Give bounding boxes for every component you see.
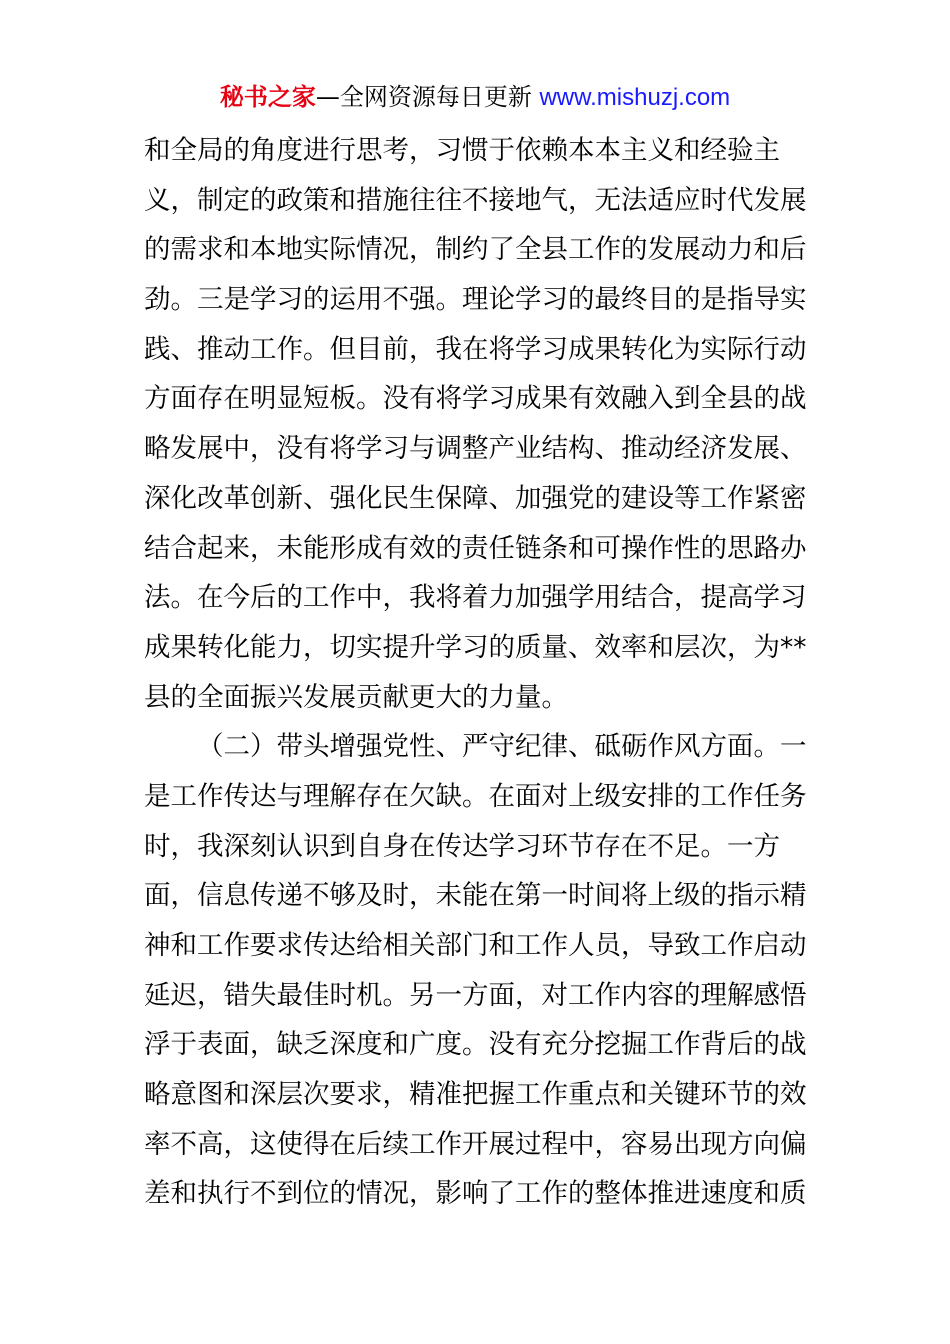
- text-line: 县的全面振兴发展贡献更大的力量。: [144, 681, 568, 713]
- text-line: 神和工作要求传达给相关部门和工作人员，导致工作启动: [144, 930, 807, 961]
- site-header: [0, 80, 950, 115]
- text-line: 和全局的角度进行思考，习惯于依赖本本主义和经验主: [144, 135, 780, 166]
- text-line: 略意图和深层次要求，精准把握工作重点和关键环节的效: [144, 1079, 807, 1111]
- text-line: 时，我深刻认识到自身在传达学习环节存在不足。一方: [144, 830, 780, 862]
- text-line: 差和执行不到位的情况，影响了工作的整体推进速度和质: [144, 1178, 807, 1210]
- text-line: 延迟，错失最佳时机。另一方面，对工作内容的理解感悟: [144, 979, 807, 1011]
- text-line: 略发展中，没有将学习与调整产业结构、推动经济发展、: [144, 433, 807, 465]
- text-line: 劲。三是学习的运用不强。理论学习的最终目的是指导实: [144, 284, 807, 316]
- text-line: 结合起来，未能形成有效的责任链条和可操作性的思路办: [144, 532, 807, 564]
- text-line: 成果转化能力，切实提升学习的质量、效率和层次，为**: [144, 631, 807, 663]
- text-line: 义，制定的政策和措施往往不接地气，无法适应时代发展: [144, 184, 807, 216]
- text-line: 率不高，这使得在后续工作开展过程中，容易出现方向偏: [144, 1128, 807, 1160]
- text-line: 的需求和本地实际情况，制约了全县工作的发展动力和后: [144, 234, 807, 266]
- text-line: 方面存在明显短板。没有将学习成果有效融入到全县的战: [144, 383, 807, 415]
- text-line: 是工作传达与理解存在欠缺。在面对上级安排的工作任务: [144, 780, 807, 812]
- text-line: 面，信息传递不够及时，未能在第一时间将上级的指示精: [144, 880, 807, 912]
- brand-name: 秘书之家: [219, 83, 316, 111]
- document-body: [144, 126, 809, 1219]
- tagline: —全网资源每日更新: [315, 83, 532, 111]
- section-heading-line: （二）带头增强党性、严守纪律、砥砺作风方面。一: [197, 731, 807, 763]
- text-line: 法。在今后的工作中，我将着力加强学用结合，提高学习: [144, 582, 807, 614]
- text-line: 深化改革创新、强化民生保障、加强党的建设等工作紧密: [144, 482, 807, 514]
- text-line: 践、推动工作。但目前，我在将学习成果转化为实际行动: [144, 333, 807, 365]
- text-line: 浮于表面，缺乏深度和广度。没有充分挖掘工作背后的战: [144, 1029, 807, 1061]
- site-url[interactable]: www.mishuzj.com: [539, 84, 731, 111]
